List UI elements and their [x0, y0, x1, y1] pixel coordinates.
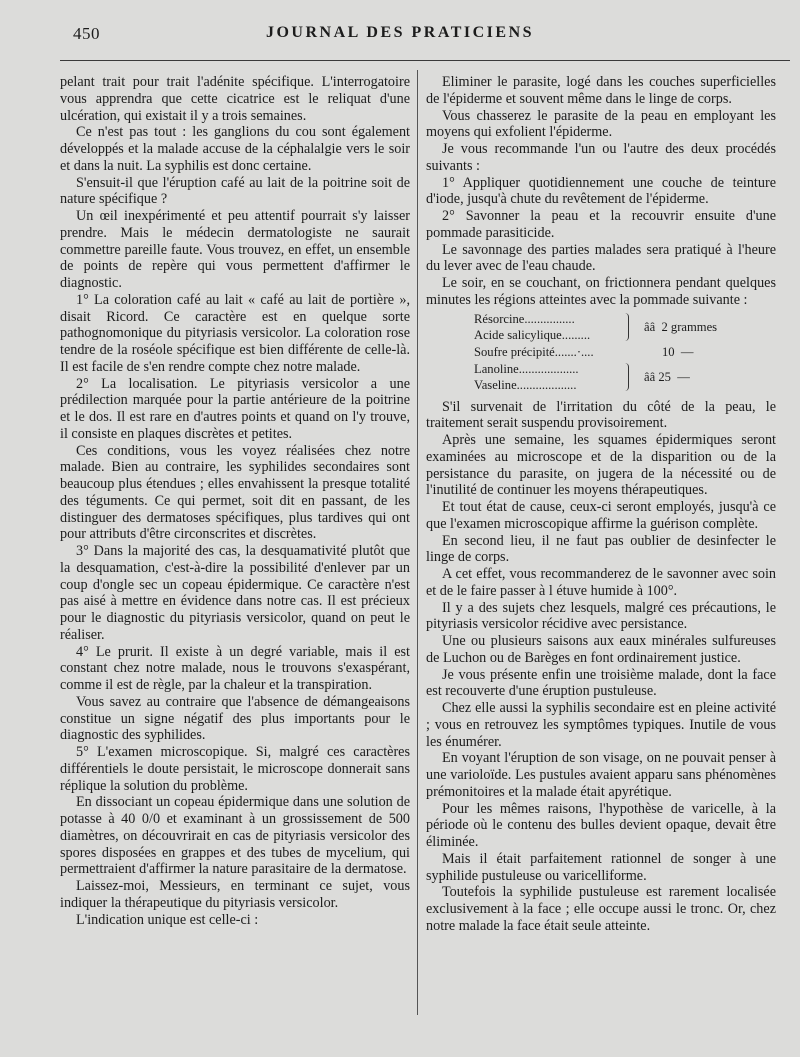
- paragraph: Pour les mêmes raisons, l'hypothèse de varicelle, à la période où le contenu des bulles devient opaque, devait être éliminée.: [426, 800, 776, 850]
- paragraph: A cet effet, vous recommanderez de le savonner avec soin et de le faire passer à l étuve humide à 100°.: [426, 566, 776, 599]
- paragraph: Laissez-moi, Messieurs, en terminant ce sujet, vous indiquer la thérapeutique du pityriasis versicolor.: [60, 878, 410, 911]
- running-title: JOURNAL DES PRATICIENS: [265, 24, 535, 41]
- formula-ingredient: Lanoline...................: [474, 361, 579, 376]
- paragraph: Chez elle aussi la syphilis secondaire est en pleine activité ; vous en retrouvez les symptômes typiques. Inutile de vous les énumérer.: [426, 700, 776, 750]
- paragraph: Je vous présente enfin une troisième malade, dont la face est recouverte d'une éruption pustuleuse.: [426, 666, 776, 700]
- paragraph: Je vous recommande l'un ou l'autre des deux procédés suivants :: [426, 141, 776, 174]
- formula-brace: [624, 313, 629, 341]
- paragraph: 4° Le prurit. Il existe à un degré variable, mais il est constant chez notre malade, nous le trouvons s'exaspérant, comme il est de règle, par la chaleur et la transpiration.: [60, 643, 410, 693]
- paragraph: Vous savez au contraire que l'absence de démangeaisons constitue un signe négatif des plus importants pour le diagnostic des syphilides.: [60, 693, 410, 744]
- paragraph: 1° Appliquer quotidiennement une couche de teinture d'iode, jusqu'à chute du revêtement de l'épiderme.: [426, 174, 776, 208]
- paragraph: En second lieu, il ne faut pas oublier de desinfecter le linge de corps.: [426, 532, 776, 566]
- paragraph: S'ensuit-il que l'éruption café au lait de la poitrine soit de nature spécifique ?: [60, 174, 410, 208]
- paragraph: L'indication unique est celle-ci :: [76, 911, 259, 928]
- paragraph: Toutefois la syphilide pustuleuse est rarement localisée exclusivement à la face ; elle occupe aussi le tronc. Or, chez notre malade la face était seule atteinte.: [426, 884, 776, 934]
- paragraph: 2° La localisation. Le pityriasis versicolor a une prédilection marquée pour la partie antérieure de la poitrine et le dos. Il est rare en d'autres points et quand on l'y trouve, il consiste en plaques discrètes et petites.: [60, 375, 410, 442]
- right-column: [426, 74, 776, 935]
- formula-quantity: ââ 2 grammes: [644, 319, 718, 334]
- header-rule: [60, 60, 790, 61]
- page-header: [0, 24, 800, 52]
- paragraph: 1° La coloration café au lait « café au lait de portière », disait Ricord. Ce caractère est en quelque sorte pathognomonique du pityriasis versicolor. La coloration rose tendre de la roséole spécifique est bien différente de celle-là. Il est facile de s'en rendre compte chez notre malade.: [60, 291, 410, 375]
- paragraph: 5° L'examen microscopique. Si, malgré ces caractères différentiels le doute persistait, le microscope donnerait sans réplique la solution du problème.: [60, 744, 410, 794]
- formula-quantity: 10 —: [662, 344, 694, 359]
- paragraph: 3° Dans la majorité des cas, la desquamativité plutôt que la desquamation, c'est-à-dire la possibilité d'enlever par un coup d'ongle sec un copeau épidermique. Ce caractère n'est pas aisé à mettre en évidence dans notre cas. Il est précieux pour le diagnostic du pityriasis versicolor, quand on peut le réaliser.: [60, 543, 410, 643]
- paragraph: Mais il était parfaitement rationnel de songer à une syphilide pustuleuse ou varicelliforme.: [426, 850, 776, 884]
- formula-ingredient: Acide salicylique.........: [474, 327, 591, 342]
- paragraph: Une ou plusieurs saisons aux eaux minérales sulfureuses de Luchon ou de Barèges en font ordinairement justice.: [426, 633, 776, 666]
- formula-brace: [624, 363, 629, 391]
- paragraph: S'il survenait de l'irritation du côté de la peau, le traitement serait suspendu provisoirement.: [426, 398, 776, 432]
- paragraph: En voyant l'éruption de son visage, on ne pouvait penser à une varioloïde. Les pustules avaient apparu sans phénomènes prémonitoires et la malade était apyrétique.: [426, 750, 776, 800]
- left-column: [60, 74, 410, 928]
- formula-quantity: ââ 25 —: [644, 369, 690, 384]
- paragraph: Il y a des sujets chez lesquels, malgré ces précautions, le pityriasis versicolor récidive avec persistance.: [426, 599, 776, 633]
- formula-ingredient: Vaseline...................: [474, 377, 577, 392]
- column-divider: [417, 70, 418, 1015]
- formula-ingredient: Résorcine................: [474, 311, 575, 326]
- paragraph: Le savonnage des parties malades sera pratiqué à l'heure du lever avec de l'eau chaude.: [426, 241, 776, 275]
- paragraph: Eliminer le parasite, logé dans les couches superficielles de l'épiderme et souvent même dans le linge de corps.: [426, 74, 776, 107]
- paragraph: Le soir, en se couchant, on frictionnera pendant quelques minutes les régions atteintes avec la pommade suivante :: [426, 275, 776, 308]
- paragraph: En dissociant un copeau épidermique dans une solution de potasse à 40 0/0 et examinant à un grossissement de 500 diamètres, on découvrirait en cas de pityriasis versicolor des spores disposées en grappes et des tubes de mycelium, qui permettraient d'affirmer la nature parasitaire de la dermatose.: [60, 794, 410, 878]
- paragraph: Après une semaine, les squames épidermiques seront examinées au microscope et de la disparition ou de la persistance du parasite, on jugera de la nécessité ou de l'inutilité de continuer les moyens thérapeutiques.: [426, 432, 776, 499]
- paragraph: Ce n'est pas tout : les ganglions du cou sont également développés et la malade accuse de la céphalalgie vers le soir et dans la nuit. La syphilis est donc certaine.: [60, 124, 410, 174]
- paragraph: pelant trait pour trait l'adénite spécifique. L'interrogatoire vous apprendra que cette cicatrice est le reliquat d'une ulcération, qui existait il y a trois semaines.: [60, 74, 410, 124]
- paragraph: Vous chasserez le parasite de la peau en employant les moyens qui exfolient l'épiderme.: [426, 107, 776, 141]
- paragraph: Et tout état de cause, ceux-ci seront employés, jusqu'à ce que l'examen microscopique affirme la guérison complète.: [426, 499, 776, 532]
- prescription-formula: [426, 311, 776, 395]
- paragraph: Ces conditions, vous les voyez réalisées chez notre malade. Bien au contraire, les syphilides secondaires sont beaucoup plus étendues ; elles envahissent la presque totalité des téguments. Ce qui permet, soit dit en passant, de les distinguer des dermatoses spécifiques, plus tardives qui ont pour attributs d'être circonscrites et discrètes.: [60, 442, 410, 543]
- formula-ingredient: Soufre précipité.......·....: [474, 344, 594, 359]
- page-number: 450: [73, 24, 100, 43]
- paragraph: 2° Savonner la peau et la recouvrir ensuite d'une pommade parasiticide.: [426, 208, 776, 241]
- paragraph: Un œil inexpérimenté et peu attentif pourrait s'y laisser prendre. Mais le médecin dermatologiste ne saurait commettre pareille faute. Vous trouvez, en effet, un ensemble de points de repère qui vous permettent d'affirmer le diagnostic.: [60, 208, 410, 291]
